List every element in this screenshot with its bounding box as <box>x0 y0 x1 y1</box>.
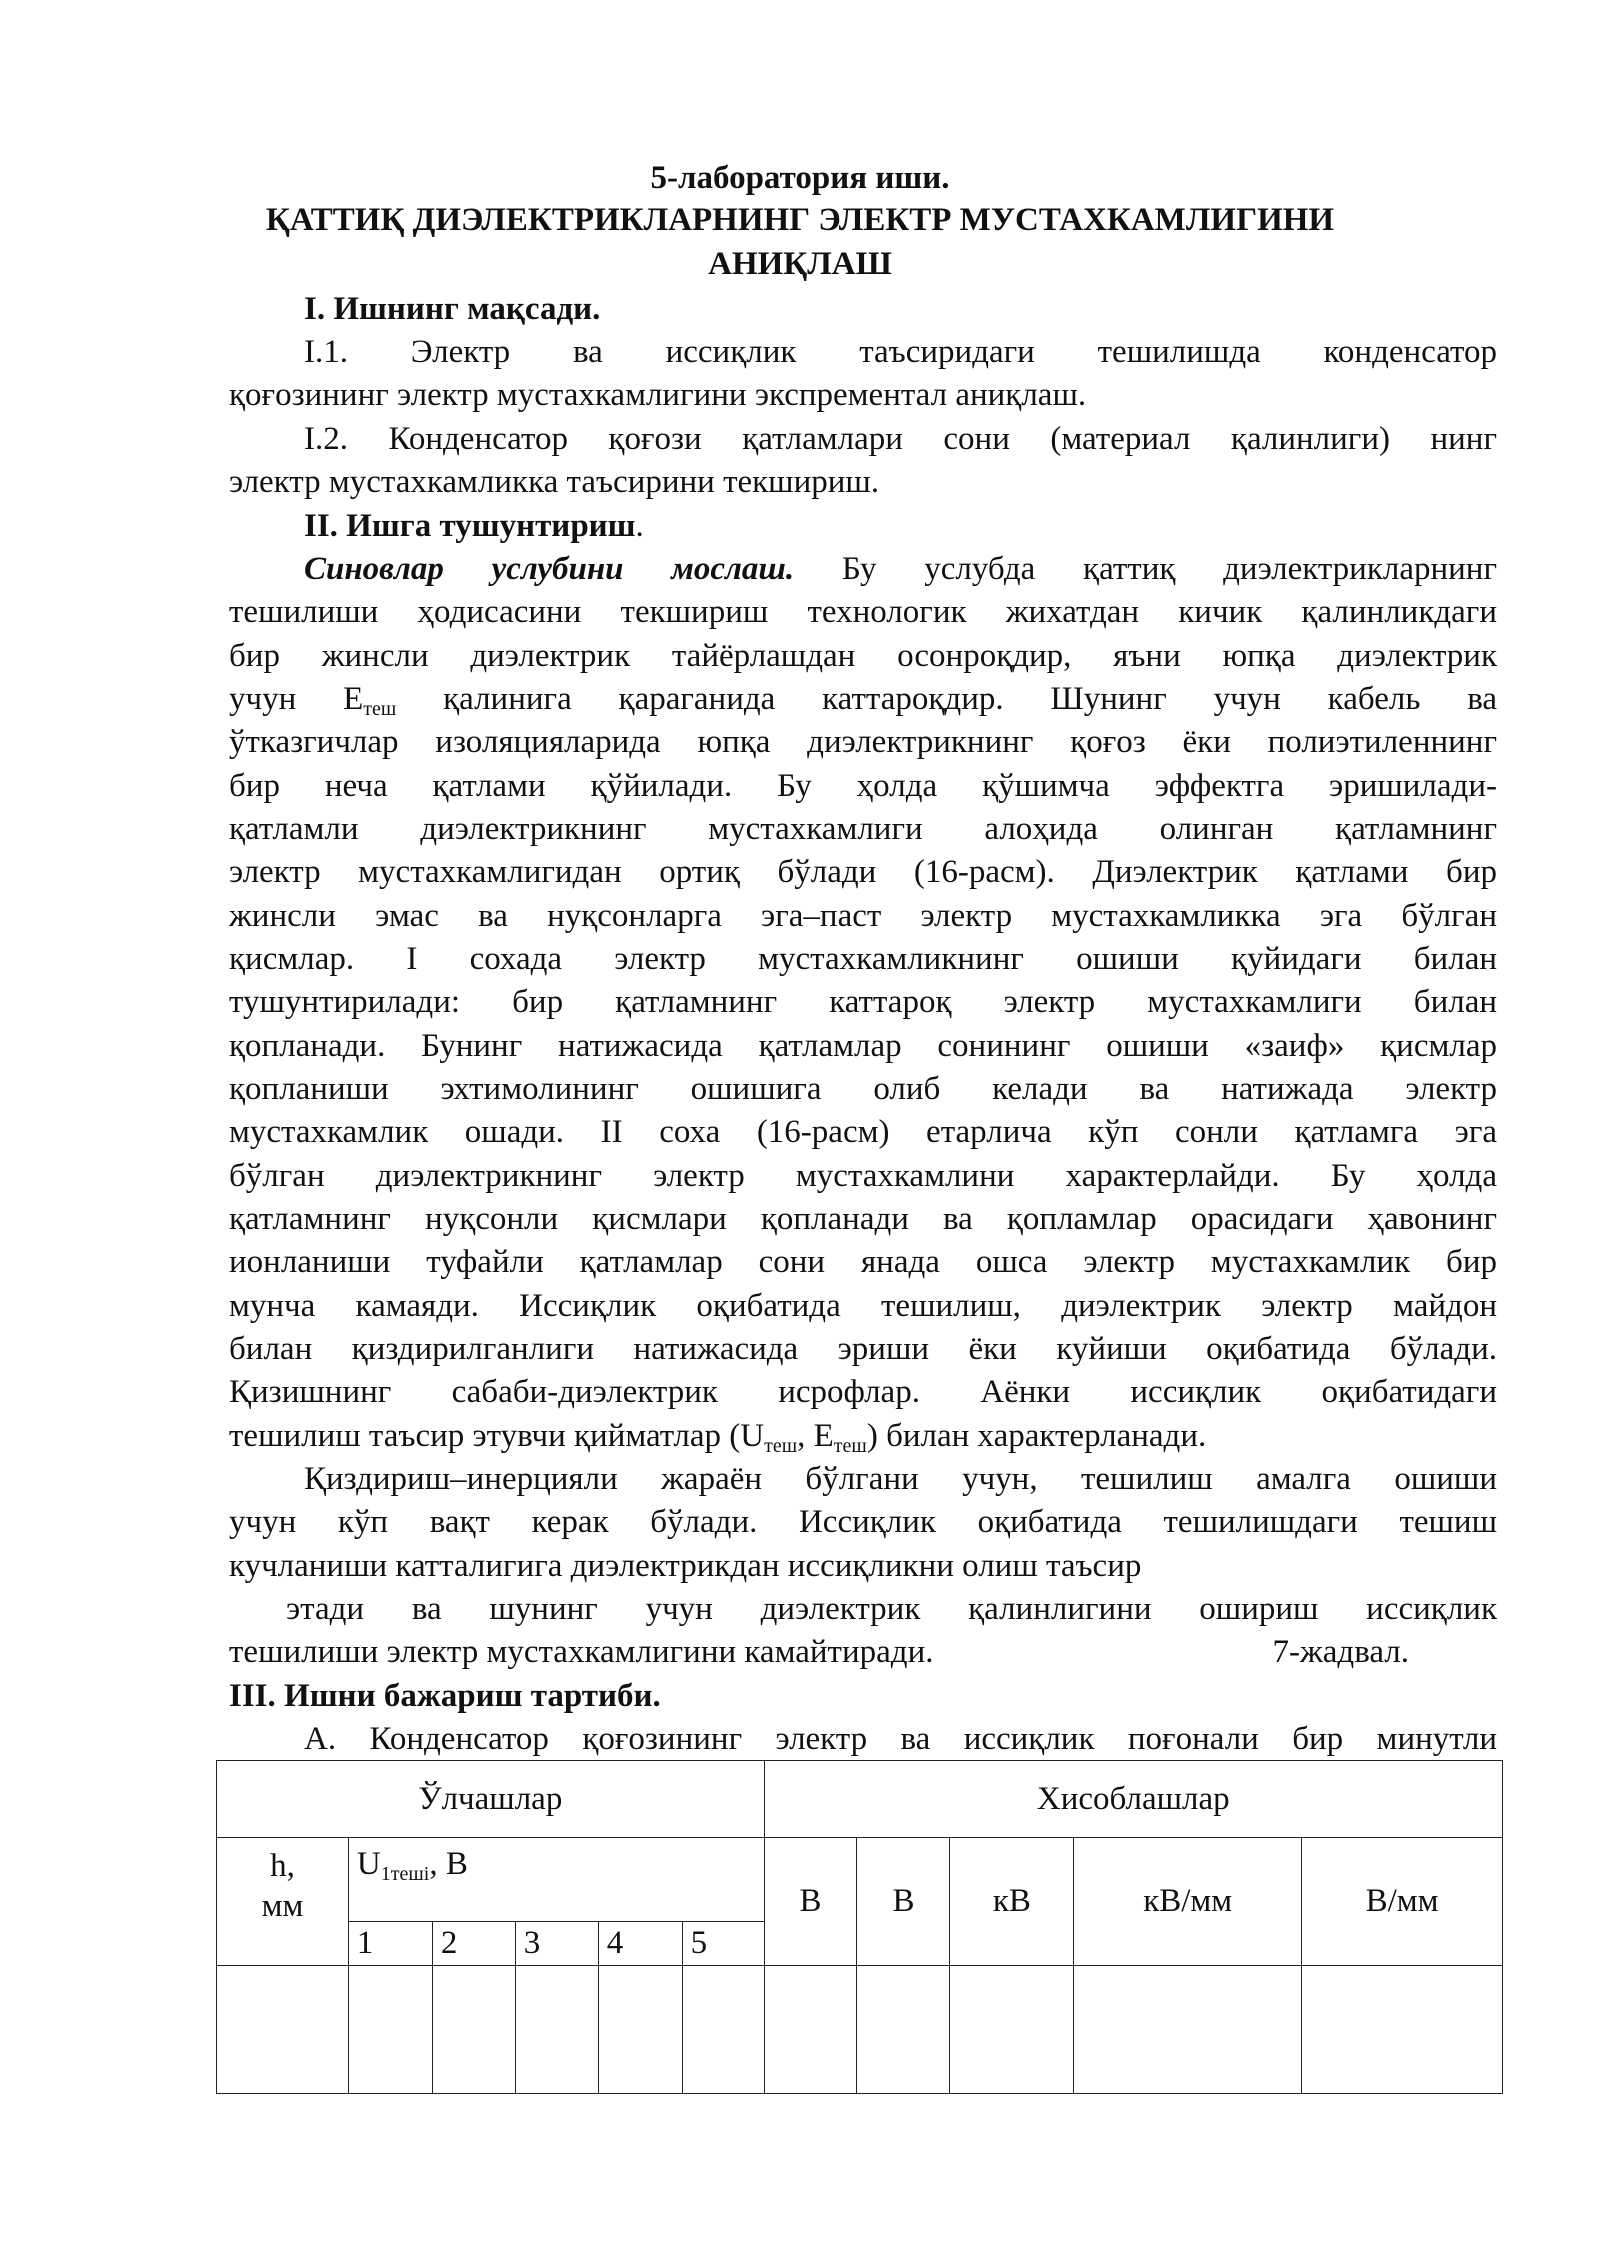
calc-unit-cell: кВ/мм <box>1074 1838 1302 1966</box>
group-measurements: Ўлчашлар <box>217 1761 765 1838</box>
paragraph-line: мустахкамлик ошади. II соха (16-расм) етарлича кўп сонли қатламга эга <box>229 1114 1497 1150</box>
section1-heading: I. Ишнинг мақсади. <box>304 291 601 327</box>
paragraph-line: бўлган диэлектрикнинг электр мустахкамлини характерлайди. Бу ҳолда <box>229 1158 1497 1194</box>
paragraph-line: ўтказгичлар изоляцияларида юпқа диэлектрикнинг қоғоз ёки полиэтиленнинг <box>229 724 1497 760</box>
h-column-header: h, мм <box>217 1838 349 1966</box>
paragraph-line: билан қиздирилганлиги натижасида эриши ёки куйиши оқибатида бўлади. <box>229 1331 1497 1367</box>
table-cell <box>1302 1966 1503 2094</box>
table-subheader-row <box>217 1838 1503 1922</box>
table-cell <box>432 1966 515 2094</box>
calc-unit-cell: В <box>857 1838 950 1966</box>
section1-item2-line2: электр мустахкамликка таъсирини текшириш. <box>229 464 880 500</box>
table-cell <box>598 1966 682 2094</box>
section3-heading: III. Ишни бажариш тартиби. <box>229 1678 661 1714</box>
paragraph-line: ионланиши туфайли қатламлар сони янада ошса электр мустахкамлик бир <box>229 1244 1497 1280</box>
paragraph-line: бир жинсли диэлектрик тайёрлашдан осонроқдир, яъни юпқа диэлектрик <box>229 638 1497 674</box>
calc-unit-cell: В <box>764 1838 857 1966</box>
paragraph-line: электр мустахкамлигидан ортиқ бўлади (16-расм). Диэлектрик қатлами бир <box>229 854 1497 890</box>
section1-item1-line2: қоғозининг электр мустахкамлигини экспрементал аниқлаш. <box>229 377 1087 413</box>
trial-number-cell: 4 <box>598 1922 682 1966</box>
table-empty-data-row <box>217 1966 1503 2094</box>
paragraph-last-line: тешилиши электр мустахкамлигини камайтиради. 7-жадвал. <box>229 1631 1409 1674</box>
paragraph-line-u-teshilish: тешилиш таъсир этувчи қийматлар ($U_{теш}$, $Е_{теш}$) билан характерланади. <box>229 1418 1207 1457</box>
table-group-header-row <box>217 1761 1503 1838</box>
u-column-header: $U_{1тешi}$, В <box>348 1838 764 1922</box>
table-reference: 7-жадвал. <box>1272 1634 1409 1670</box>
table-cell <box>682 1966 764 2094</box>
trial-number-cell: 1 <box>348 1922 432 1966</box>
paragraph-line: Қиздириш–инерцияли жараён бўлгани учун, тешилиш амалга ошиши <box>304 1461 1497 1497</box>
trial-number-cell: 3 <box>515 1922 598 1966</box>
group-calculations: Хисоблашлар <box>764 1761 1502 1838</box>
paragraph-line: қатламли диэлектрикнинг мустахкамлиги алоҳида олинган қатламнинг <box>229 811 1497 847</box>
document-title <box>0 198 1600 286</box>
section2-heading: II. Ишга тушунтириш. <box>304 508 644 544</box>
paragraph-line: тешилиши ҳодисасини текшириш технологик жихатдан кичик қалинликдаги <box>229 594 1497 630</box>
paragraph-line: қисмлар. I сохада электр мустахкамликнинг ошиши қуйидаги билан <box>229 941 1497 977</box>
calc-unit-cell: кВ <box>950 1838 1074 1966</box>
paragraph-line: тушунтирилади: бир қатламнинг каттароқ электр мустахкамлиги билан <box>229 984 1497 1020</box>
lab-number: 5-лаборатория иши. <box>650 160 950 196</box>
measurement-table <box>216 1760 1503 2094</box>
title-line-2: АНИҚЛАШ <box>708 246 892 282</box>
paragraph-line: учун кўп вақт керак бўлади. Иссиқлик оқибатида тешилишдаги тешиш <box>229 1504 1497 1540</box>
table-cell <box>764 1966 857 2094</box>
table-cell <box>515 1966 598 2094</box>
paragraph-line: этади ва шунинг учун диэлектрик қалинлигини ошириш иссиқлик <box>286 1591 1497 1627</box>
paragraph-line: бир неча қатлами қўйилади. Бу ҳолда қўшимча эффектга эришилади- <box>229 768 1497 804</box>
trial-number-cell: 5 <box>682 1922 764 1966</box>
table-cell <box>950 1966 1074 2094</box>
paragraph-line: Қизишнинг сабаби-диэлектрик исрофлар. Аёнки иссиқлик оқибатидаги <box>229 1374 1497 1410</box>
table-cell <box>1074 1966 1302 2094</box>
paragraph-line: жинсли эмас ва нуқсонларга эга–паст электр мустахкамликка эга бўлган <box>229 898 1497 934</box>
table-cell <box>348 1966 432 2094</box>
paragraph-line: кучланиши катталигига диэлектрикдан иссиқликни олиш таъсир <box>229 1548 1142 1584</box>
section2-para1-line1: Синовлар услубини мослаш. Бу услубда қаттиқ диэлектрикларнинг <box>304 551 1497 587</box>
table-cell <box>217 1966 349 2094</box>
calc-unit-cell: В/мм <box>1302 1838 1503 1966</box>
section1-item2-line1: I.2. Конденсатор қоғози қатламлари сони (материал қалинлиги) нинг <box>304 421 1497 457</box>
table-cell <box>857 1966 950 2094</box>
paragraph-line: қопланади. Бунинг натижасида қатламлар сонининг ошиши «заиф» қисмлар <box>229 1028 1497 1064</box>
section1-item1-line1: I.1. Электр ва иссиқлик таъсиридаги тешилишда конденсатор <box>304 334 1497 370</box>
paragraph-line: қатламнинг нуқсонли қисмлари қопланади ва қопламлар орасидаги ҳавонинг <box>229 1201 1497 1237</box>
trial-number-cell: 2 <box>432 1922 515 1966</box>
section3-line1: А. Конденсатор қоғозининг электр ва иссиқлик поғонали бир минутли <box>304 1721 1497 1757</box>
title-line-1: ҚАТТИҚ ДИЭЛЕКТРИКЛАРНИНГ ЭЛЕКТР МУСТАХКАМЛИГИНИ <box>265 202 1335 238</box>
paragraph-line: мунча камаяди. Иссиқлик оқибатида тешилиш, диэлектрик электр майдон <box>229 1288 1497 1324</box>
paragraph-line-e-teshilish: учун $Е_{теш}$ қалинига қараганида каттароқдир. Шунинг учун кабель ва <box>229 681 1497 720</box>
paragraph-line: қопланиши эхтимолининг ошишига олиб келади ва натижада электр <box>229 1071 1497 1107</box>
